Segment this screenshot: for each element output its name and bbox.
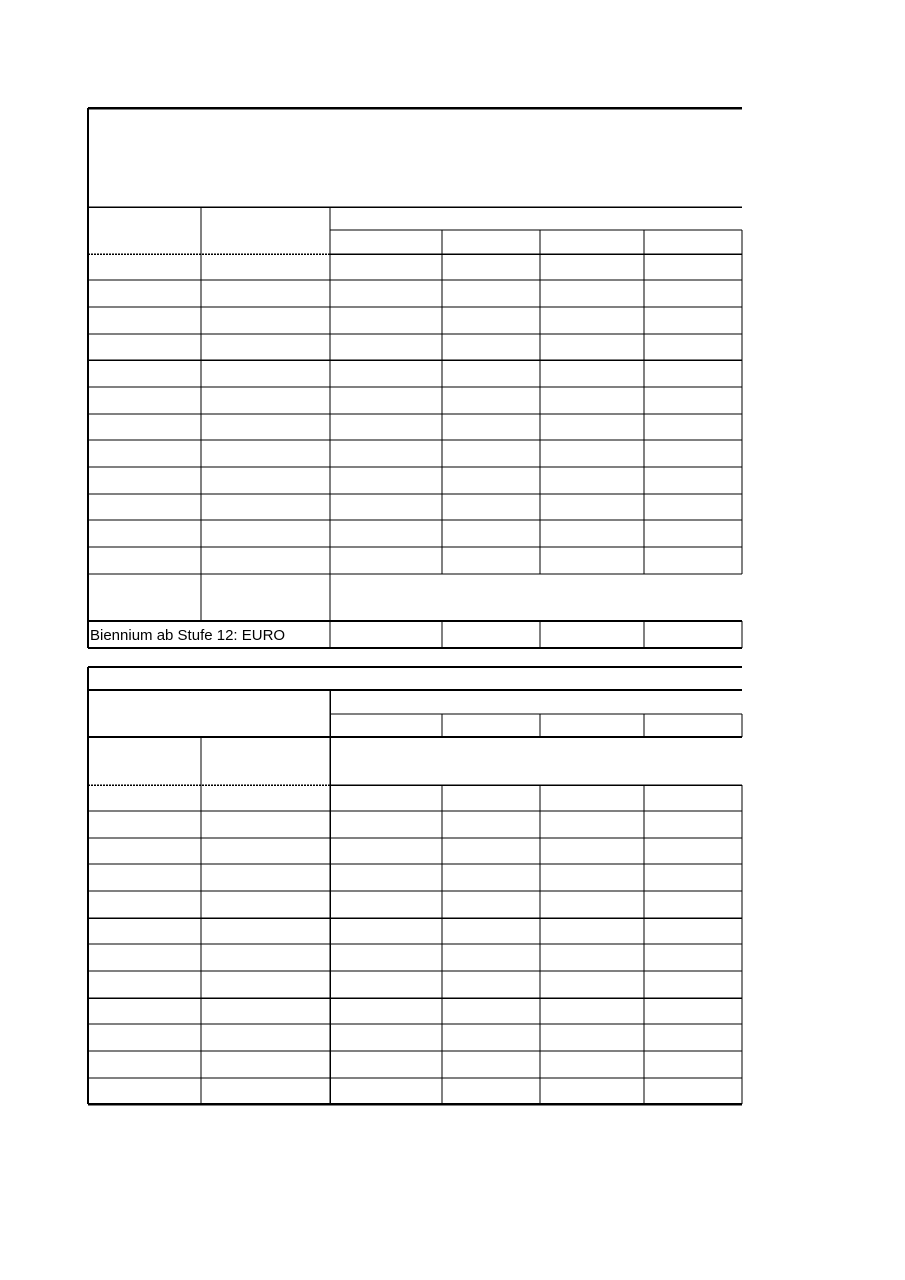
table-grid bbox=[88, 108, 742, 1104]
biennium-label: Biennium ab Stufe 12: EURO bbox=[90, 627, 286, 644]
